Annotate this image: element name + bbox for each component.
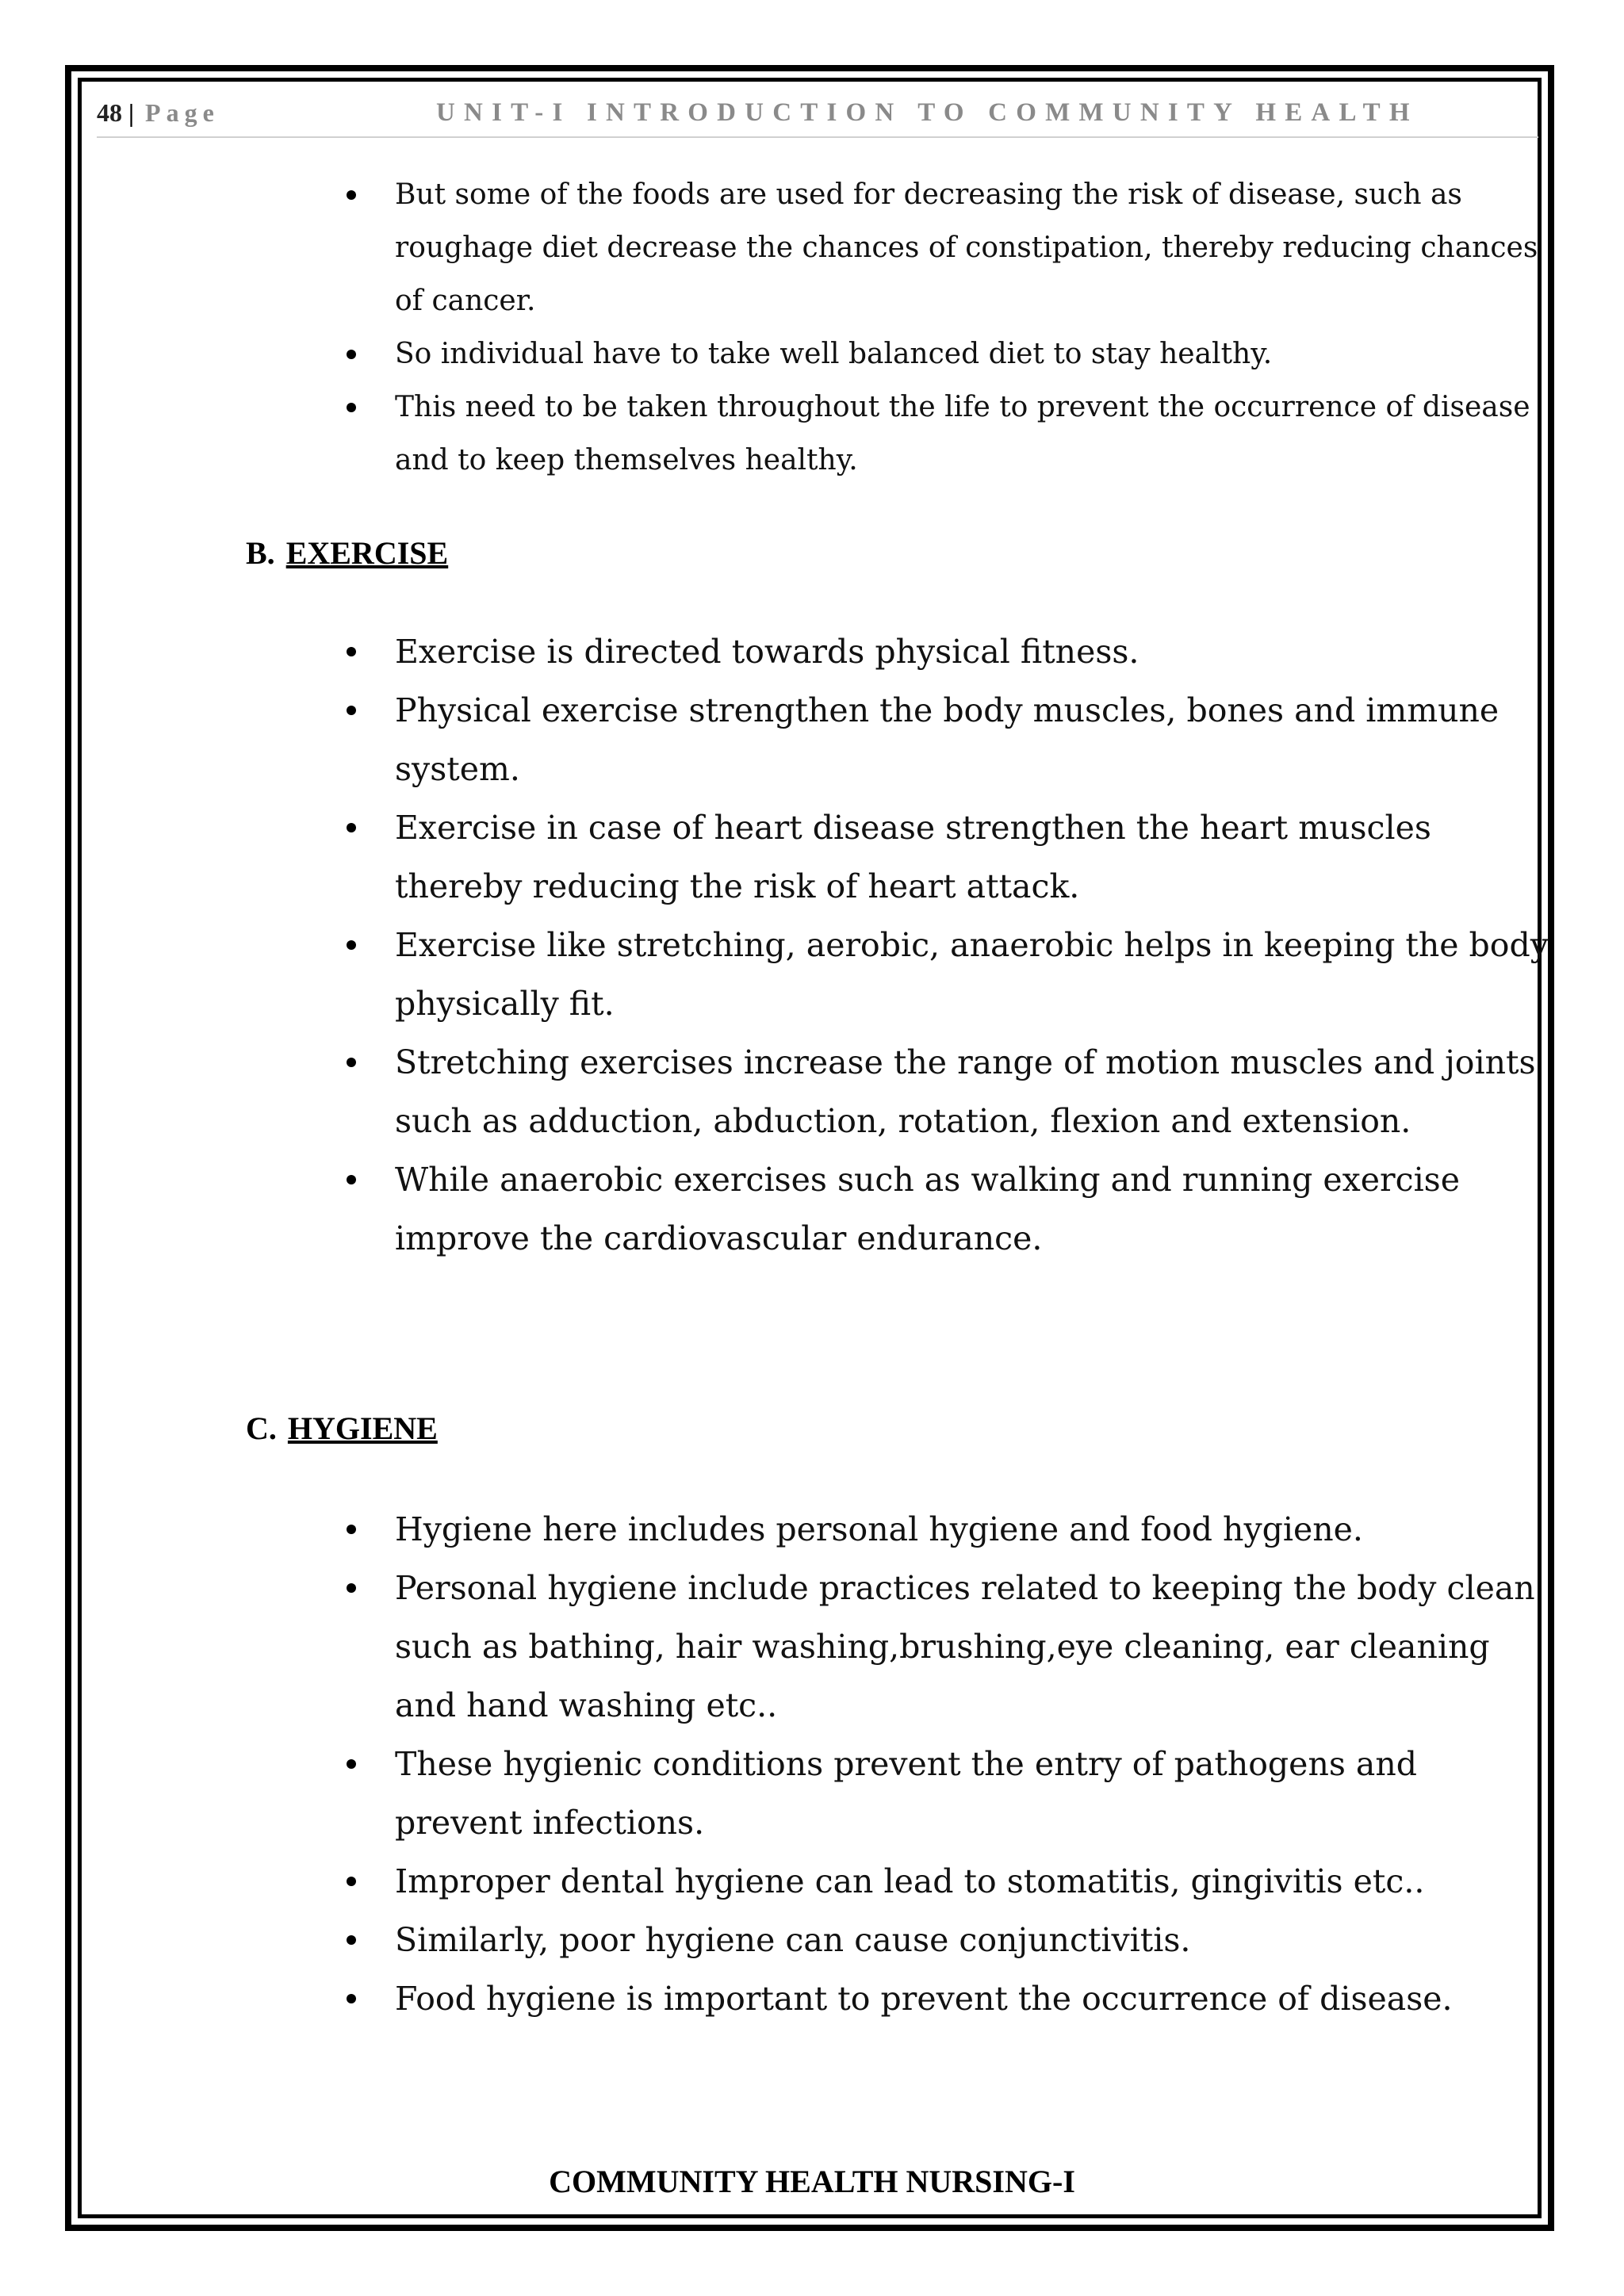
unit-title: UNIT-I INTRODUCTION TO COMMUNITY HEALTH bbox=[436, 98, 1419, 127]
hygiene-bullet-list bbox=[0, 1500, 1624, 2028]
section-title: HYGIENE bbox=[287, 1410, 438, 1446]
page-label: Page bbox=[145, 98, 220, 127]
list-item: So individual have to take well balanced diet to stay healthy. bbox=[0, 327, 1561, 381]
list-item: These hygienic conditions prevent the entry of pathogens and prevent infections. bbox=[0, 1735, 1537, 1852]
header-separator: | bbox=[128, 98, 135, 127]
list-item: This need to be taken throughout the life to prevent the occurrence of disease and to keep themselves healthy. bbox=[0, 381, 1561, 487]
list-item: While anaerobic exercises such as walking and running exercise improve the cardiovascular endurance. bbox=[0, 1150, 1561, 1268]
section-letter: B. bbox=[246, 535, 275, 571]
page-footer: COMMUNITY HEALTH NURSING-I bbox=[549, 2164, 1075, 2199]
list-item: Similarly, poor hygiene can cause conjunctivitis. bbox=[0, 1911, 1537, 1969]
list-item: Personal hygiene include practices related to keeping the body clean such as bathing, hair washing,brushing,eye cleaning, ear cleaning and hand washing etc.. bbox=[0, 1559, 1537, 1735]
list-item: But some of the foods are used for decreasing the risk of disease, such as roughage diet decrease the chances of constipation, thereby reducing chances of cancer. bbox=[0, 168, 1561, 327]
exercise-heading bbox=[246, 534, 448, 572]
diet-bullet-list bbox=[0, 168, 1624, 487]
list-item: Improper dental hygiene can lead to stomatitis, gingivitis etc.. bbox=[0, 1852, 1537, 1911]
page-number: 48 bbox=[97, 98, 122, 127]
list-item: Exercise in case of heart disease strengthen the heart muscles thereby reducing the risk of heart attack. bbox=[0, 798, 1561, 916]
page-number-label bbox=[97, 98, 220, 128]
list-item: Exercise like stretching, aerobic, anaerobic helps in keeping the body physically fit. bbox=[0, 916, 1561, 1033]
hygiene-section bbox=[0, 1500, 1624, 2028]
exercise-bullet-list bbox=[0, 622, 1624, 1268]
hygiene-heading bbox=[246, 1410, 438, 1447]
page-header bbox=[97, 97, 1538, 138]
list-item: Stretching exercises increase the range of motion muscles and joints such as adduction, abduction, rotation, flexion and extension. bbox=[0, 1033, 1561, 1150]
list-item: Food hygiene is important to prevent the occurrence of disease. bbox=[0, 1969, 1537, 2028]
list-item: Physical exercise strengthen the body muscles, bones and immune system. bbox=[0, 681, 1561, 798]
section-title: EXERCISE bbox=[285, 535, 449, 571]
list-item: Hygiene here includes personal hygiene and food hygiene. bbox=[0, 1500, 1537, 1559]
list-item: Exercise is directed towards physical fitness. bbox=[0, 622, 1561, 681]
section-letter: C. bbox=[246, 1410, 277, 1446]
diet-continuation-section bbox=[0, 168, 1624, 487]
exercise-section bbox=[0, 622, 1624, 1268]
